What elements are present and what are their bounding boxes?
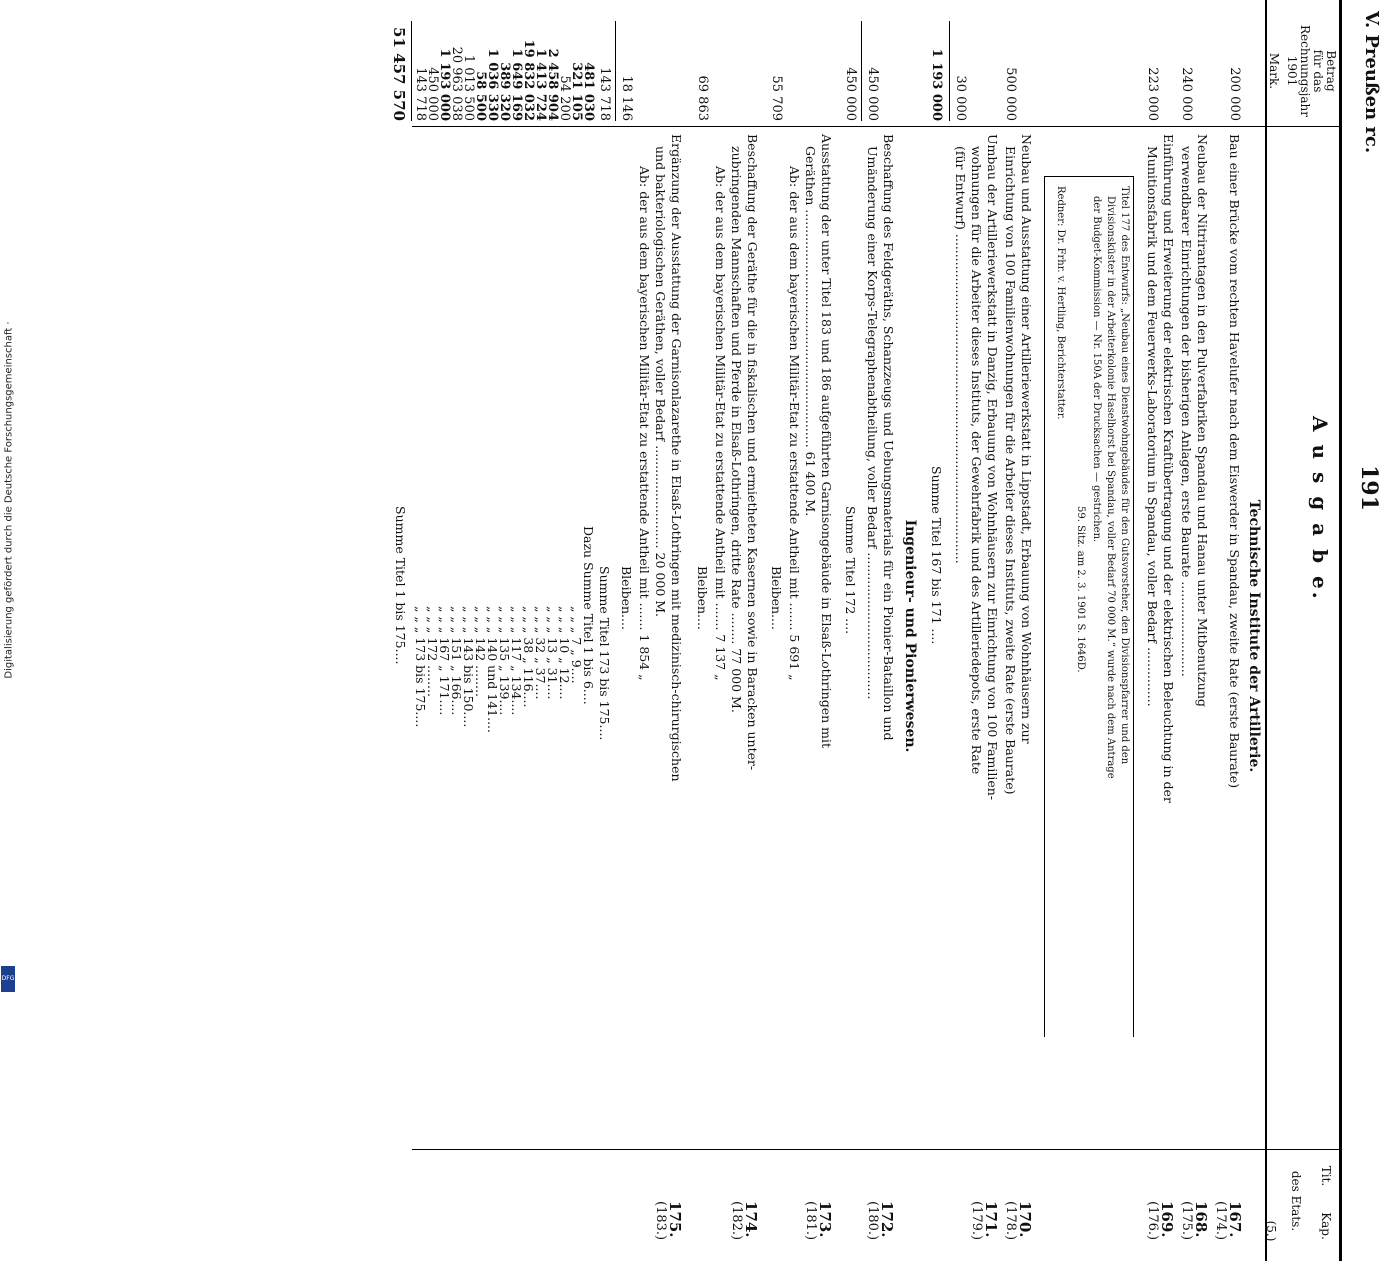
recap-value: 1 193 000 — [437, 48, 452, 121]
entry-168-text-2: verwendbarer Einrichtungen der bisherigen Anlagen, erste Baurate ........................ — [1179, 146, 1194, 677]
entry-169-amount: 223 000 — [1145, 67, 1160, 121]
recap-label: „ „ „ 172 ........ — [425, 606, 440, 697]
entry-172-amount: 450 000 — [865, 67, 880, 121]
entry-173-tit: (181.) — [803, 1201, 818, 1241]
total-label: Summe Titel 1 bis 175.... — [393, 506, 408, 665]
page-number: 191 — [1356, 465, 1382, 511]
entry-169-tit: (176.) — [1145, 1201, 1160, 1241]
note-line-2: Divisionsküster in der Arbeiterkolonie Haselhorst bei Spandau, voller Bedarf 70 000 M.“ wurde nach dem Antrage — [1105, 196, 1116, 779]
sum-167-171-value: 1 193 000 — [929, 48, 944, 121]
entry-167-kap: 167. — [1226, 1201, 1244, 1238]
sum-172-label: Summe Titel 172 .... — [843, 506, 858, 635]
recap-label: „ „ „ 151 „ 166.... — [449, 606, 464, 716]
header-tit: Tit. — [1319, 1165, 1333, 1187]
recap-label: Dazu Summe Titel 1 bis 6.... — [581, 526, 596, 705]
recap-value: 54 200 — [557, 75, 572, 121]
sum-172-value: 450 000 — [843, 67, 858, 121]
sum-rule-2 — [861, 21, 862, 121]
entry-171-text-1: Umbau der Artilleriewerkstatt in Danzig, Erbauung von Wohnhäusern zur Einrichtung von 100 Familien- — [985, 134, 1000, 801]
recap-label: „ „ „ 140 und 141.... — [485, 606, 500, 734]
recap-value: 2 458 904 — [545, 48, 560, 121]
recap-label: „ „ „ 143 bis 150.... — [461, 606, 476, 728]
entry-175-text-2: und bakteriologischen Geräthen, voller Bedarf .......................... 20 000 M. — [653, 146, 668, 618]
entry-169-text-2: Munitionsfabrik und dem Feuerwerks-Laboratorium in Spandau, voller Bedarf ............... — [1145, 146, 1160, 707]
entry-175-tit: (183.) — [653, 1201, 668, 1241]
recap-label: „ „ „ 13 „ 31.... — [545, 606, 560, 700]
entry-168-text-1: Neubau der Nitrirantagen in den Pulverfabriken Spandau und Hanau unter Mitbenutzung — [1195, 134, 1210, 707]
entry-171-tit: (179.) — [969, 1201, 984, 1241]
rotated-page — [12, 0, 1383, 1242]
entry-170-text-1: Neubau und Ausstattung einer Artilleriewerkstatt in Lippstadt, Erbauung von Wohnhäusern zur — [1019, 134, 1034, 744]
section-heading-ausgabe: A u s g a b e. — [1308, 416, 1332, 602]
sum-rule-3 — [615, 21, 616, 121]
entry-172-text-2: Umänderung einer Korps-Telegraphenabtheilung, voller Bedarf ..................................... — [865, 146, 880, 700]
recap-value: 1 036 330 — [485, 48, 500, 121]
entry-173-text-1: Ausstattung der unter Titel 183 und 186 aufgeführten Garnisongebäude in Elsaß-Lothringen mit — [819, 134, 834, 749]
recap-value: 143 718 — [413, 67, 428, 121]
entry-173-bleiben: Bleiben.... — [769, 566, 784, 630]
sum-173-175-value: 143 718 — [597, 67, 612, 121]
entry-174-text-1: Beschaffung der Geräthe für die in fiskalischen und ermietheten Kasernen sowie in Baracken unter- — [745, 134, 760, 771]
entry-175-kap: 175. — [666, 1201, 684, 1238]
total-value: 51 457 570 — [390, 27, 408, 121]
page-title: V. Preußen rc. — [1361, 11, 1382, 154]
note-line-3: der Budget-Kommission — Nr. 150A der Drucksachen — gestrichen. — [1091, 196, 1102, 543]
recap-value: 1 413 724 — [533, 48, 548, 121]
entry-172-tit: (180.) — [865, 1201, 880, 1241]
header-section-no: (5.) — [1264, 1220, 1278, 1242]
entry-171-text-3: (für Entwurf) ................................................................................... — [953, 146, 968, 564]
section-title-engineering: Ingenieur- und Pionierwesen. — [902, 519, 918, 753]
label-column-rule — [412, 1149, 1342, 1150]
sum-173-175-label: Summe Titel 173 bis 175.... — [597, 566, 612, 741]
entry-169-text-1: Einführung und Erweiterung der elektrischen Kraftübertragung und der elektrischen Beleuchtung in der — [1161, 134, 1176, 803]
header-amount-1: Betrag — [1324, 50, 1338, 92]
recap-value: 1 649 169 — [509, 48, 524, 121]
entry-174-text-3: Ab: der aus dem bayerischen Militär-Etat zu erstattende Antheil mit ....... 7 137 „ — [713, 166, 728, 681]
section-title-artillery: Technische Institute der Artillerie. — [1246, 499, 1262, 773]
sum-167-171-label: Summe Titel 167 bis 171 .... — [929, 466, 944, 645]
recap-value: 321 105 — [569, 62, 584, 121]
entry-175-bleiben: Bleiben.... — [619, 566, 634, 630]
entry-173-kap: 173. — [816, 1201, 834, 1238]
top-rule — [1339, 0, 1342, 1261]
entry-175-text-1: Ergänzung der Ausstattung der Garnisonlazarethe in Elsaß-Lothringen mit medizinisch-chirurgischen — [669, 134, 684, 782]
digitization-credit: Digitalisierung gefördert durch die Deutsche Forschungsgemeinschaft · — [3, 321, 15, 679]
recap-label: „ „ „ 38 „ 116.... — [521, 606, 536, 708]
entry-174-kap: 174. — [742, 1201, 760, 1238]
total-rule — [411, 21, 412, 121]
recap-label: „ „ „ 167 „ 171.... — [437, 606, 452, 716]
entry-167-text: Bau einer Brücke vom rechten Havelufer nach dem Eiswerder in Spandau, zweite Rate (erste Baurate) — [1227, 134, 1242, 789]
recap-value: 19 832 032 — [521, 39, 536, 121]
note-line-4: 59. Sitz. am 2. 3. 1901 S. 1646D. — [1075, 506, 1086, 673]
recap-label: „ „ „ 173 bis 175.... — [413, 606, 428, 728]
entry-174-text-2: zubringenden Mannschaften und Pferde in Elsaß-Lothringen, dritte Rate ........ 77 000 M. — [729, 146, 744, 713]
entry-175-amount: 18 146 — [619, 75, 634, 121]
recap-label: „ „ „ 142 ........ — [473, 606, 488, 697]
entry-168-amount: 240 000 — [1179, 67, 1194, 121]
entry-168-kap: 168. — [1192, 1201, 1210, 1238]
header-amount-2: für das — [1311, 49, 1325, 93]
entry-174-bleiben: Bleiben.... — [695, 566, 710, 630]
entry-170-kap: 170. — [1016, 1201, 1034, 1238]
entry-170-text-2: Einrichtung von 100 Familienwohnungen für die Arbeiter dieses Instituts, zweite Rate (erste Baurate) — [1003, 146, 1018, 795]
entry-168-tit: (175.) — [1179, 1201, 1194, 1241]
recap-label: „ „ „ 117 „ 134.... — [509, 606, 524, 716]
header-unit: Mark. — [1267, 52, 1281, 90]
entry-172-kap: 172. — [878, 1201, 896, 1238]
recap-value: 389 320 — [497, 62, 512, 121]
note-line-5: Redner: Dr. Frhr. v. Hertling, Berichterstatter. — [1055, 186, 1066, 420]
entry-172-text-1: Beschaffung des Feldgeräths, Schanzzeugs und Uebungsmaterials für ein Pionier-Bataillon und — [881, 134, 896, 741]
recap-value: 58 500 — [473, 71, 488, 121]
recap-label: „ „ „ 135 „ 139.... — [497, 606, 512, 716]
entry-171-kap: 171. — [982, 1201, 1000, 1238]
header-des-etats: des Etats. — [1289, 1170, 1303, 1232]
header-amount-3: Rechnungsjahr — [1298, 25, 1312, 117]
entry-169-kap: 169. — [1158, 1201, 1176, 1238]
header-amount-year: 1901 — [1285, 55, 1299, 87]
note-line-1: Titel 177 des Entwurfs: „Neubau eines Dienstwohngebäudes für den Gutsvorsteher, den Divisionspfarrer und den — [1119, 186, 1130, 765]
recap-label: „ „ „ 7 „ 9.... — [569, 606, 584, 684]
entry-170-tit: (178.) — [1003, 1201, 1018, 1241]
entry-173-text-3: Ab: der aus dem bayerischen Militär-Etat zu erstattende Antheil mit ....... 5 691 „ — [787, 166, 802, 681]
amount-column-rule — [412, 126, 1342, 127]
recap-label: „ „ „ 32 „ 37.... — [533, 606, 548, 700]
entry-174-amount: 69 863 — [695, 75, 710, 121]
entry-167-tit: (174.) — [1213, 1201, 1228, 1241]
recap-value: 481 030 — [581, 62, 596, 121]
entry-173-amount: 55 709 — [769, 75, 784, 121]
recap-value: 20 963 038 — [449, 46, 464, 121]
entry-170-amount: 500 000 — [1003, 67, 1018, 121]
header-rule — [1265, 0, 1267, 1261]
recap-label: „ „ „ 10 „ 12.... — [557, 606, 572, 700]
entry-171-text-2: wohnungen für die Arbeiter dieses Instituts, der Gewehrfabrik und des Artilleriedepots, erste Rate — [969, 146, 984, 775]
entry-171-amount: 30 000 — [953, 75, 968, 121]
entry-174-tit: (182.) — [729, 1201, 744, 1241]
recap-value: 1 013 500 — [461, 54, 476, 121]
entry-167-amount: 200 000 — [1227, 67, 1242, 121]
entry-175-text-3: Ab: der aus dem bayerischen Militär-Etat zu erstattende Antheil mit ....... 1 854 „ — [637, 166, 652, 681]
header-kap: Kap. — [1319, 1212, 1333, 1240]
dfg-logo: DFG — [1, 966, 15, 992]
sum-rule-1 — [949, 21, 950, 121]
recap-value: 450 000 — [425, 67, 440, 121]
entry-173-text-2: Geräthen ............................................................ 61 400 M. — [803, 146, 818, 517]
